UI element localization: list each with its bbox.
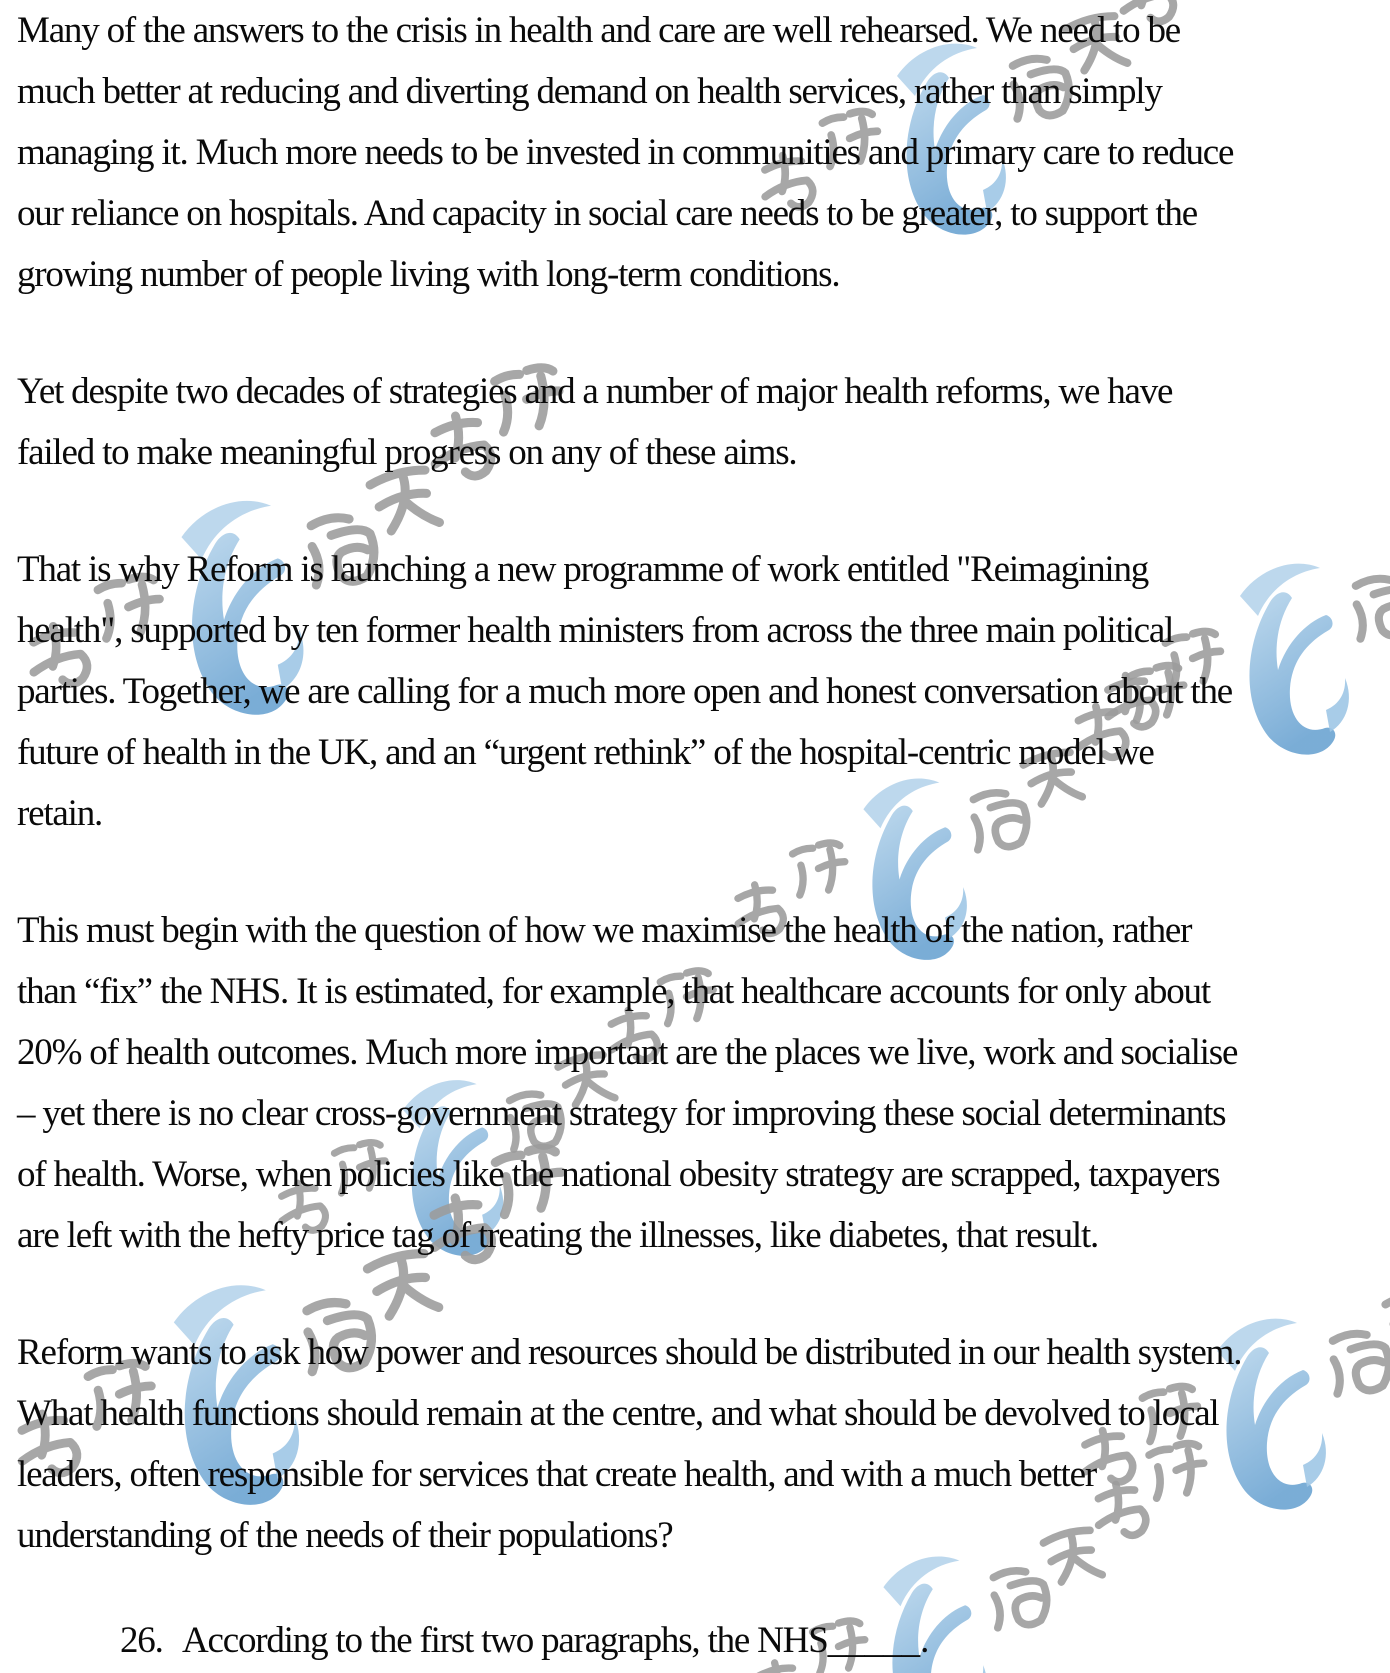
passage-line: than “fix” the NHS. It is estimated, for example, that healthcare accounts for only about	[17, 971, 1210, 1012]
passage-line: What health functions should remain at the centre, and what should be devolved to local	[17, 1393, 1219, 1434]
passage-line: retain.	[17, 793, 103, 834]
passage-line: leaders, often responsible for services that create health, and with a much better	[17, 1454, 1096, 1495]
paragraph-2	[17, 361, 1390, 483]
question-text: According to the first two paragraphs, the NHS	[182, 1620, 828, 1661]
passage-line: Reform wants to ask how power and resources should be distributed in our health system.	[17, 1332, 1242, 1373]
passage-line: are left with the hefty price tag of treating the illnesses, like diabetes, that result.	[17, 1215, 1099, 1256]
passage-line: parties. Together, we are calling for a much more open and honest conversation about the	[17, 671, 1233, 712]
passage-line: of health. Worse, when policies like the national obesity strategy are scrapped, taxpayers	[17, 1154, 1220, 1195]
question-number: 26.	[120, 1620, 163, 1661]
answer-blank: _____	[827, 1620, 921, 1661]
passage-line: much better at reducing and diverting demand on health services, rather than simply	[17, 71, 1162, 112]
passage-line: – yet there is no clear cross-government strategy for improving these social determinants	[17, 1093, 1226, 1134]
passage-line: Yet despite two decades of strategies and a number of major health reforms, we have	[17, 371, 1173, 412]
passage-line: 20% of health outcomes. Much more important are the places we live, work and socialise	[17, 1032, 1238, 1073]
passage-line: managing it. Much more needs to be invested in communities and primary care to reduce	[17, 132, 1234, 173]
passage-line: our reliance on hospitals. And capacity in social care needs to be greater, to support the	[17, 193, 1197, 234]
paragraph-5	[17, 1322, 1390, 1566]
passage-line: health", supported by ten former health ministers from across the three main political	[17, 610, 1174, 651]
paragraph-1	[17, 0, 1390, 305]
question-26	[17, 1610, 1390, 1671]
passage-line: future of health in the UK, and an “urgent rethink” of the hospital-centric model we	[17, 732, 1154, 773]
passage-line: failed to make meaningful progress on any of these aims.	[17, 432, 797, 473]
passage-line: growing number of people living with long-term conditions.	[17, 254, 840, 295]
question-period: .	[920, 1620, 929, 1661]
passage-line: This must begin with the question of how we maximise the health of the nation, rather	[17, 910, 1192, 951]
passage-line: That is why Reform is launching a new programme of work entitled "Reimagining	[17, 549, 1149, 590]
passage-line: understanding of the needs of their populations?	[17, 1515, 673, 1556]
passage-line: Many of the answers to the crisis in health and care are well rehearsed. We need to be	[17, 10, 1180, 51]
paragraph-4	[17, 900, 1390, 1266]
paragraph-3	[17, 539, 1390, 844]
